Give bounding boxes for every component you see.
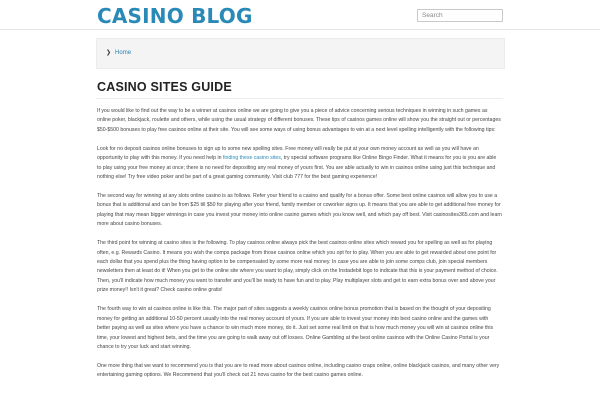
title-divider (96, 98, 503, 99)
paragraph-2-after: , try special software programs like Online Bingo Finder. What it means for you is you are able to play using your free money at once; there is no need for depositing any real money of yours first. You are able actually to win in casinos online using just this technique and nothing else! Try free video poker and be part of a great gaming community. Visit club 777 for the best gaming experience! (97, 155, 497, 181)
paragraph-6: One more thing that we want to recommend you is that you are to read more about casinos online, including casino craps online, online blackjack casinos, and many other very entertaining gaming options. We Recommend that you'll check out 21 nova casino for the best casino games online. (97, 362, 500, 379)
article-body (97, 107, 502, 390)
search-input[interactable] (417, 9, 503, 22)
paragraph-1: If you would like to find out the way to be a winner at casinos online we are going to give you a piece of advice concerning serious techniques in winning in such games as online poker, blackjack, roulette and others, while using the usual strategy of different bonuses. These tips of casinos games online will show you the straight out or percentages $50-$500 bonuses to play free casinos online at their site. You will see some ways of using bonus advantages to win at a next level spelling intelligently with the following tips: (97, 108, 501, 133)
paragraph-3: The second way for winning at any slots online casino is as follows. Refer your friend to a casino and qualify for a bonus offer. Some best online casinos will allow you to use a bonus that is additional and can be from $25 till $50 for playing after your friend, family member or coworker signs up. It means that you are able to get additional free money for playing that may mean bigger winnings in case you invest your money into online casino games which you know well, and which pay off best. Visit casinosites365.com and learn more about casino bonuses. (97, 193, 502, 228)
page-title: CASINO SITES GUIDE (97, 80, 232, 94)
paragraph-5: The fourth way to win at casinos online is like this. The major part of sites suggests a weekly casinos online bonus promotion that is based on the thought of your depositing money for getting an additional 10-50 percent usually into the real money account of yours. If you are able to invest your money into best casino online and the games with better paying as well as sites where you have a chance to win much more money, do it. Just set some real limit on that is how much money you will win at casinos online this time, your lowest and highest bets, and the time you are going to walk away out off losses. Online Gambling at the best online casinos with the Online Casino Portal is your chance to try your luck and start winning. (97, 306, 494, 350)
paragraph-4: The third point for winning at casino sites is the following. To play casinos online always pick the best casinos online sites which reward you for spelling as well as for playing often, e.g. Rewards Casino. It means you wish the comps package from those casinos online which you opt for to play. When you are able to get rewarded about one point for each dollar that you spend plus the thing having option to be compensated by some more real money. In case you are able to join some comps club, join special members newsletters then at least do it! When you get to the online site where you want to play, simply click on the Instadebit logo to indicate that this is your payment method of choice. Then, you'll indicate how much money you want to transfer and you'll be ready to have fun and to play. Play multiplayer slots and get to earn extra bonus over and above your prize money!! Isn't it great? Check casino online gratis! (97, 240, 498, 294)
site-title[interactable]: CASINO BLOG (97, 4, 253, 28)
chevron-right-icon: ❯ (106, 50, 112, 56)
breadcrumb-home-link[interactable]: Home (115, 49, 132, 56)
casino-sites-link[interactable]: finding these casino sites (222, 155, 281, 162)
paragraph-2 (97, 145, 502, 183)
header-divider (0, 29, 600, 30)
paragraph-2-before: Look for no deposit casinos online bonuses to sign up to some new spelling sites. Free money will really be put at your own money account as well as you will have an opportunity to play with this money. If you need help in (97, 145, 479, 162)
breadcrumb-bar (96, 38, 505, 69)
breadcrumb (106, 49, 131, 56)
